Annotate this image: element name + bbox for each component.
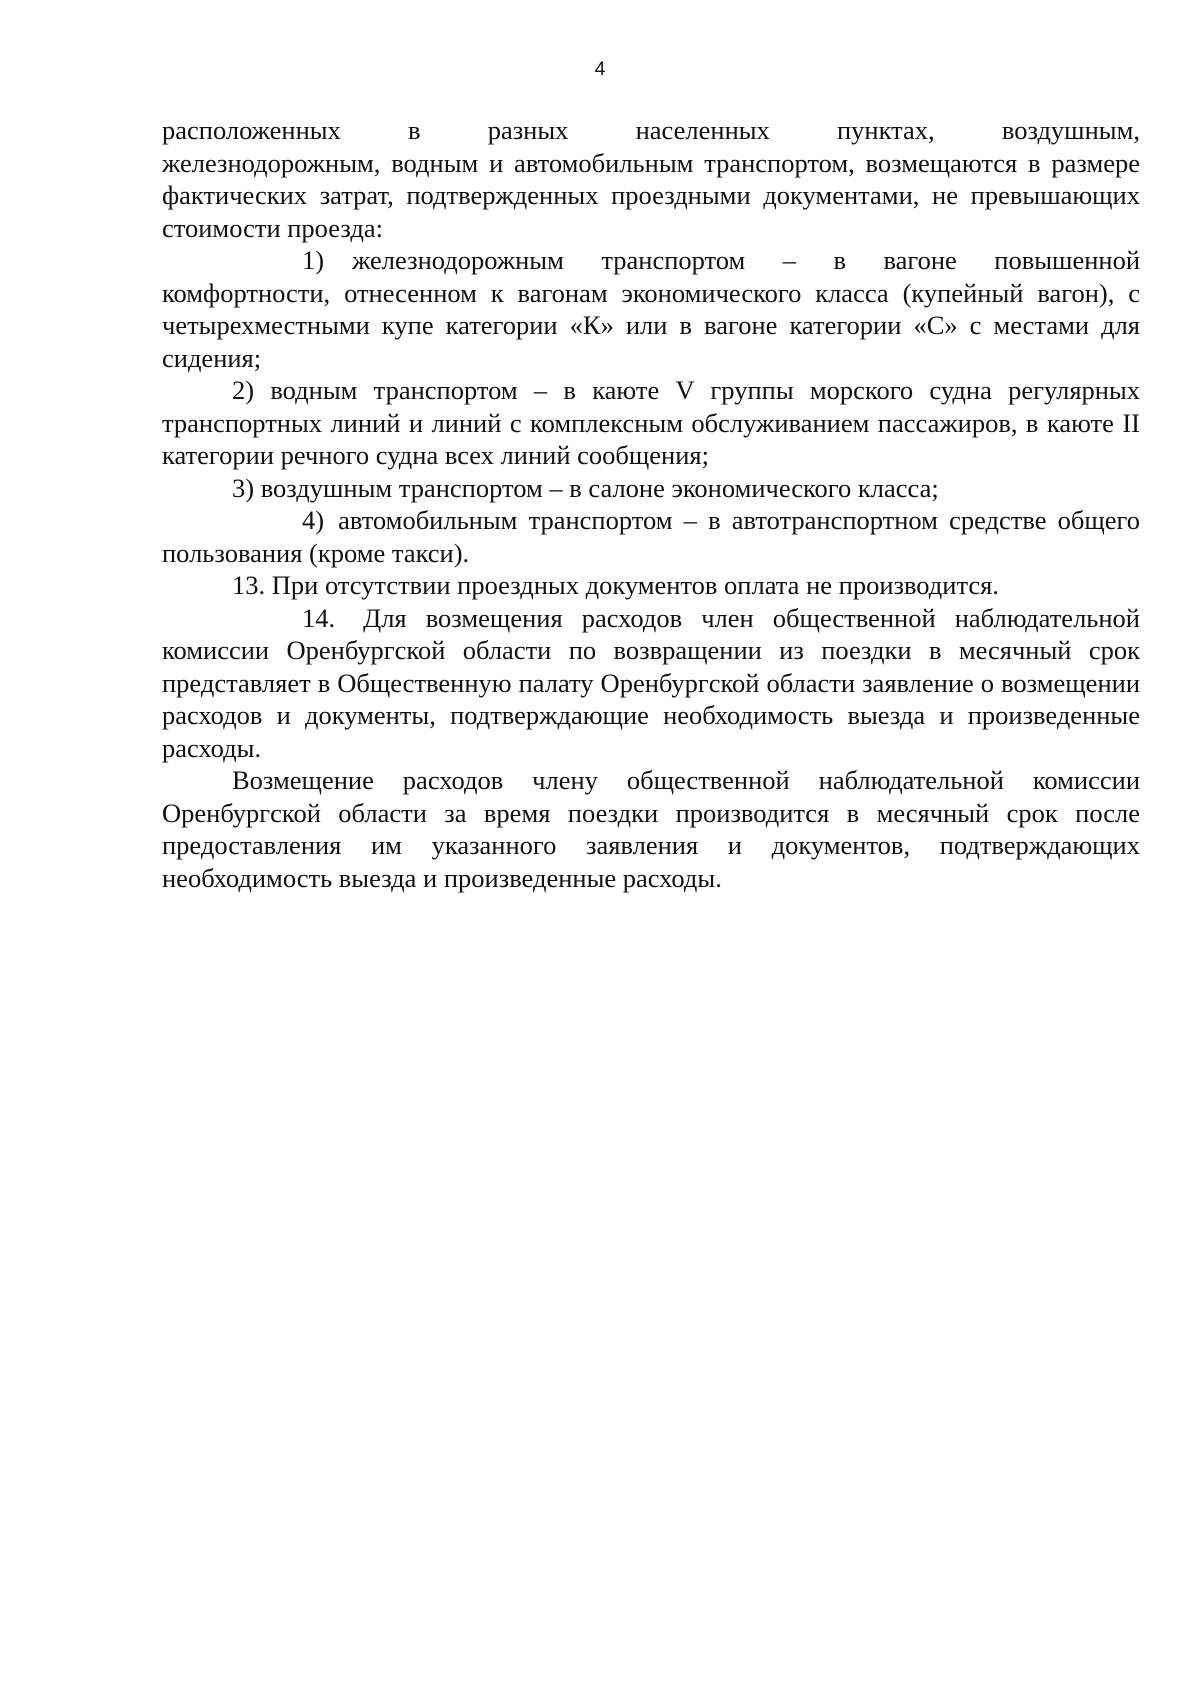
list-item-number: 4) xyxy=(302,505,325,535)
list-item-3: 3) воздушным транспортом – в салоне экономического класса; xyxy=(232,472,939,503)
list-item-2: 2) водным транспортом – в каюте V группы морского судна регулярных транспортных линий и линий с комплексным обслуживанием пассажиров, в каюте II категории речного судна всех линий сообщения; xyxy=(162,375,1140,470)
paragraph-14 xyxy=(162,602,1140,765)
paragraph-number: 14. xyxy=(302,602,336,633)
list-item-text: железнодорожным транспортом – в вагоне повышенной комфортности, отнесенном к вагонам экономического класса (купейный вагон), с четырехместными купе категории «К» или в вагоне категории «С» с местами для сидения; xyxy=(162,245,1140,373)
list-item-text: автомобильным транспортом – в автотранспортном средстве общего пользования (кроме такси). xyxy=(162,505,1140,568)
page-number: 4 xyxy=(594,59,606,80)
paragraph-13: 13. При отсутствии проездных документов оплата не производится. xyxy=(232,570,999,600)
final-paragraph: Возмещение расходов члену общественной наблюдательной комиссии Оренбургской области за время поездки производится в месячный срок после предоставления им указанного заявления и документов, подтверждающих необходимость выезда и произведенные расходы. xyxy=(162,765,1140,893)
intro-word: населенных xyxy=(635,115,770,145)
intro-word: разных xyxy=(487,115,569,145)
list-item-4 xyxy=(162,504,1140,569)
intro-word: воздушным, xyxy=(1001,115,1140,145)
intro-paragraph-continuation: железнодорожным, водным и автомобильным транспортом, возмещаются в размере фактических затрат, подтвержденных проездными документами, не превышающих стоимости проезда: xyxy=(162,147,1140,243)
list-item-number: 1) xyxy=(302,245,325,275)
intro-word: расположенных xyxy=(162,115,341,145)
intro-word: в xyxy=(408,115,421,145)
list-item-1 xyxy=(162,244,1140,374)
paragraph-text: Для возмещения расходов член общественной наблюдательной комиссии Оренбургской области по возвращении из поездки в месячный срок представляет в Общественную палату Оренбургской области заявление о возмещении расходов и документы, подтверждающие необходимость выезда и произведенные расходы. xyxy=(162,602,1140,763)
intro-first-line xyxy=(162,114,1140,147)
intro-word: пунктах, xyxy=(837,115,935,145)
document-body xyxy=(162,114,1140,894)
